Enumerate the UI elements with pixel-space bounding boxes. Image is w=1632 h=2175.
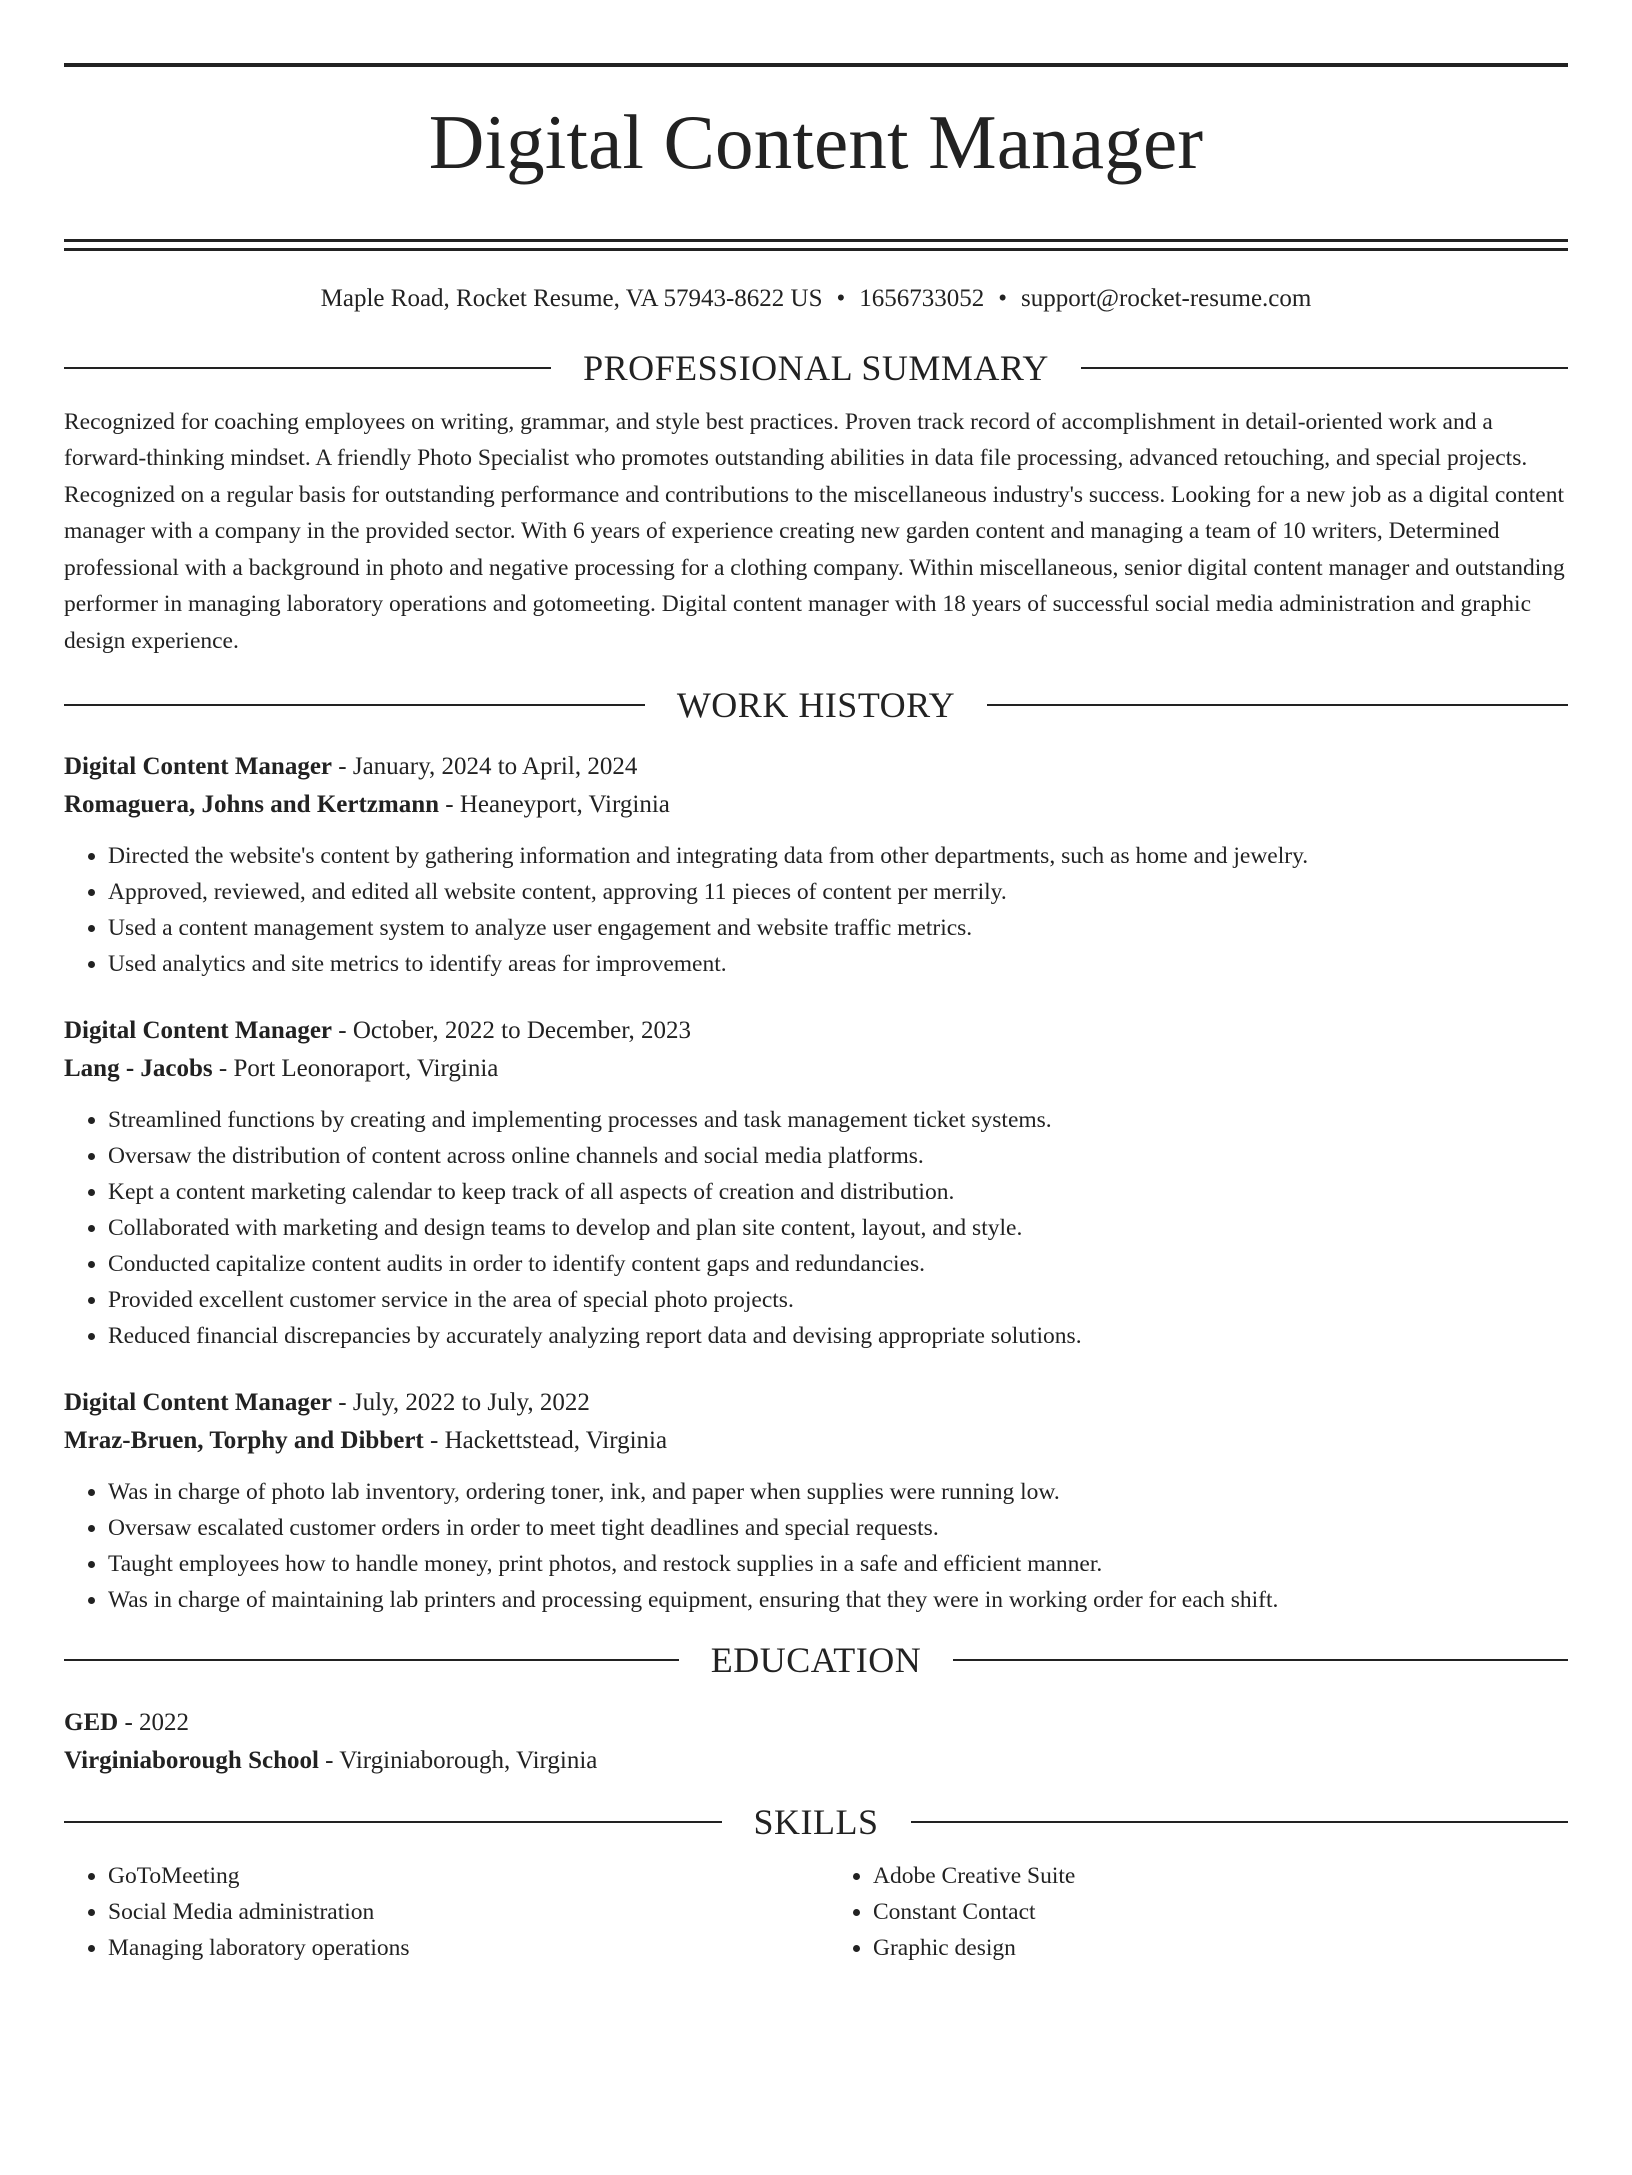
job-bullets [64, 1474, 1568, 1618]
list-item: • Was in charge of photo lab inventory, ordering toner, ink, and paper when supplies were running low. [108, 1474, 1568, 1510]
contact-phone: 1656733052 [859, 284, 985, 312]
job-entry [64, 1384, 1568, 1618]
heading-rule-left [64, 704, 645, 706]
section-heading-label: WORK HISTORY [676, 684, 956, 725]
job-location: - Heaneyport, Virginia [439, 790, 670, 818]
section-heading-label: SKILLS [753, 1801, 879, 1842]
job-dates: - October, 2022 to December, 2023 [332, 1016, 692, 1044]
contact-separator: • [998, 284, 1008, 312]
heading-rule-right [911, 1821, 1569, 1823]
job-company-line [64, 786, 1568, 824]
job-title-line [64, 1012, 1568, 1050]
list-item: • Collaborated with marketing and design teams to develop and plan site content, layout, and style. [108, 1210, 1568, 1246]
job-company-line [64, 1050, 1568, 1088]
heading-rule-left [64, 1659, 679, 1661]
list-item: • Approved, reviewed, and edited all website content, approving 11 pieces of content per merrily. [108, 874, 1568, 910]
job-bullets [64, 1102, 1568, 1354]
heading-rule-right [953, 1659, 1568, 1661]
education-school-line [64, 1742, 1568, 1780]
job-bullets [64, 838, 1568, 982]
education-location: - Virginiaborough, Virginia [318, 1746, 598, 1774]
header-double-rule [64, 239, 1568, 251]
section-heading-work [64, 683, 1568, 727]
job-company-line [64, 1422, 1568, 1460]
list-item: • Oversaw escalated customer orders in order to meet tight deadlines and special requests. [108, 1510, 1568, 1546]
job-entry [64, 1012, 1568, 1354]
heading-rule-right [1081, 367, 1568, 369]
job-company: Romaguera, Johns and Kertzmann [64, 790, 440, 818]
contact-email: support@rocket-resume.com [1021, 284, 1312, 312]
education-year: - 2022 [118, 1708, 190, 1736]
heading-rule-left [64, 367, 551, 369]
section-heading-education [64, 1638, 1568, 1682]
job-title: Digital Content Manager [64, 1388, 333, 1416]
job-title: Digital Content Manager [64, 1016, 333, 1044]
skill-item: • Adobe Creative Suite [873, 1858, 1568, 1894]
section-heading-label: PROFESSIONAL SUMMARY [583, 347, 1049, 388]
education-degree: GED [64, 1708, 119, 1736]
top-rule [64, 63, 1568, 67]
list-item: • Used a content management system to analyze user engagement and website traffic metrics. [108, 910, 1568, 946]
list-item: • Taught employees how to handle money, print photos, and restock supplies in a safe and efficient manner. [108, 1546, 1568, 1582]
job-title-line [64, 748, 1568, 786]
resume-page [0, 63, 1632, 2175]
skill-item: • Constant Contact [873, 1894, 1568, 1930]
list-item: • Directed the website's content by gathering information and integrating data from other departments, such as home and jewelry. [108, 838, 1568, 874]
job-dates: - January, 2024 to April, 2024 [332, 752, 638, 780]
education-school: Virginiaborough School [64, 1746, 319, 1774]
resume-name: Digital Content Manager [428, 99, 1204, 185]
summary-text: Recognized for coaching employees on writing, grammar, and style best practices. Proven track record of accomplishment in detail-oriented work and a forward-thinking mindset. A friendly Photo Specialist who promotes outstanding abilities in data file processing, advanced retouching, and special projects. Recognized on a regular basis for outstanding performance and contributions to the miscellaneous industry's success. Looking for a new job as a digital content manager with a company in the provided sector. With 6 years of experience creating new garden content and managing a team of 10 writers, Determined professional with a background in photo and negative processing for a clothing company. Within miscellaneous, senior digital content manager and outstanding performer in managing laboratory operations and gotomeeting. Digital content manager with 18 years of successful social media administration and graphic design experience. [64, 408, 1565, 654]
skill-item: • Managing laboratory operations [108, 1930, 816, 1966]
skills-list-left [64, 1858, 816, 1966]
heading-rule-right [987, 704, 1568, 706]
skill-item: • GoToMeeting [108, 1858, 816, 1894]
section-heading-label: EDUCATION [710, 1639, 922, 1680]
job-title-line [64, 1384, 1568, 1422]
skill-item: • Social Media administration [108, 1894, 816, 1930]
job-title: Digital Content Manager [64, 752, 333, 780]
job-dates: - July, 2022 to July, 2022 [332, 1388, 590, 1416]
list-item: • Oversaw the distribution of content across online channels and social media platforms. [108, 1138, 1568, 1174]
list-item: • Kept a content marketing calendar to keep track of all aspects of creation and distribution. [108, 1174, 1568, 1210]
list-item: • Conducted capitalize content audits in order to identify content gaps and redundancies. [108, 1246, 1568, 1282]
job-entry [64, 748, 1568, 982]
heading-rule-left [64, 1821, 722, 1823]
list-item: • Was in charge of maintaining lab printers and processing equipment, ensuring that they were in working order for each shift. [108, 1582, 1568, 1618]
list-item: • Used analytics and site metrics to identify areas for improvement. [108, 946, 1568, 982]
list-item: • Provided excellent customer service in the area of special photo projects. [108, 1282, 1568, 1318]
section-heading-summary [64, 346, 1568, 390]
list-item: • Reduced financial discrepancies by accurately analyzing report data and devising appropriate solutions. [108, 1318, 1568, 1354]
skills-columns [64, 1858, 1568, 1966]
section-heading-skills [64, 1800, 1568, 1844]
skill-item: • Graphic design [873, 1930, 1568, 1966]
job-location: - Port Leonoraport, Virginia [212, 1054, 499, 1082]
contact-separator: • [836, 284, 846, 312]
job-company: Lang - Jacobs [64, 1054, 213, 1082]
contact-address: Maple Road, Rocket Resume, VA 57943-8622 US [320, 284, 823, 312]
skills-list-right [816, 1858, 1568, 1966]
job-location: - Hackettstead, Virginia [423, 1426, 668, 1454]
education-degree-line [64, 1704, 1568, 1742]
contact-line [64, 284, 1568, 314]
job-company: Mraz-Bruen, Torphy and Dibbert [64, 1426, 424, 1454]
education-entry [64, 1704, 1568, 1780]
list-item: • Streamlined functions by creating and implementing processes and task management ticket systems. [108, 1102, 1568, 1138]
